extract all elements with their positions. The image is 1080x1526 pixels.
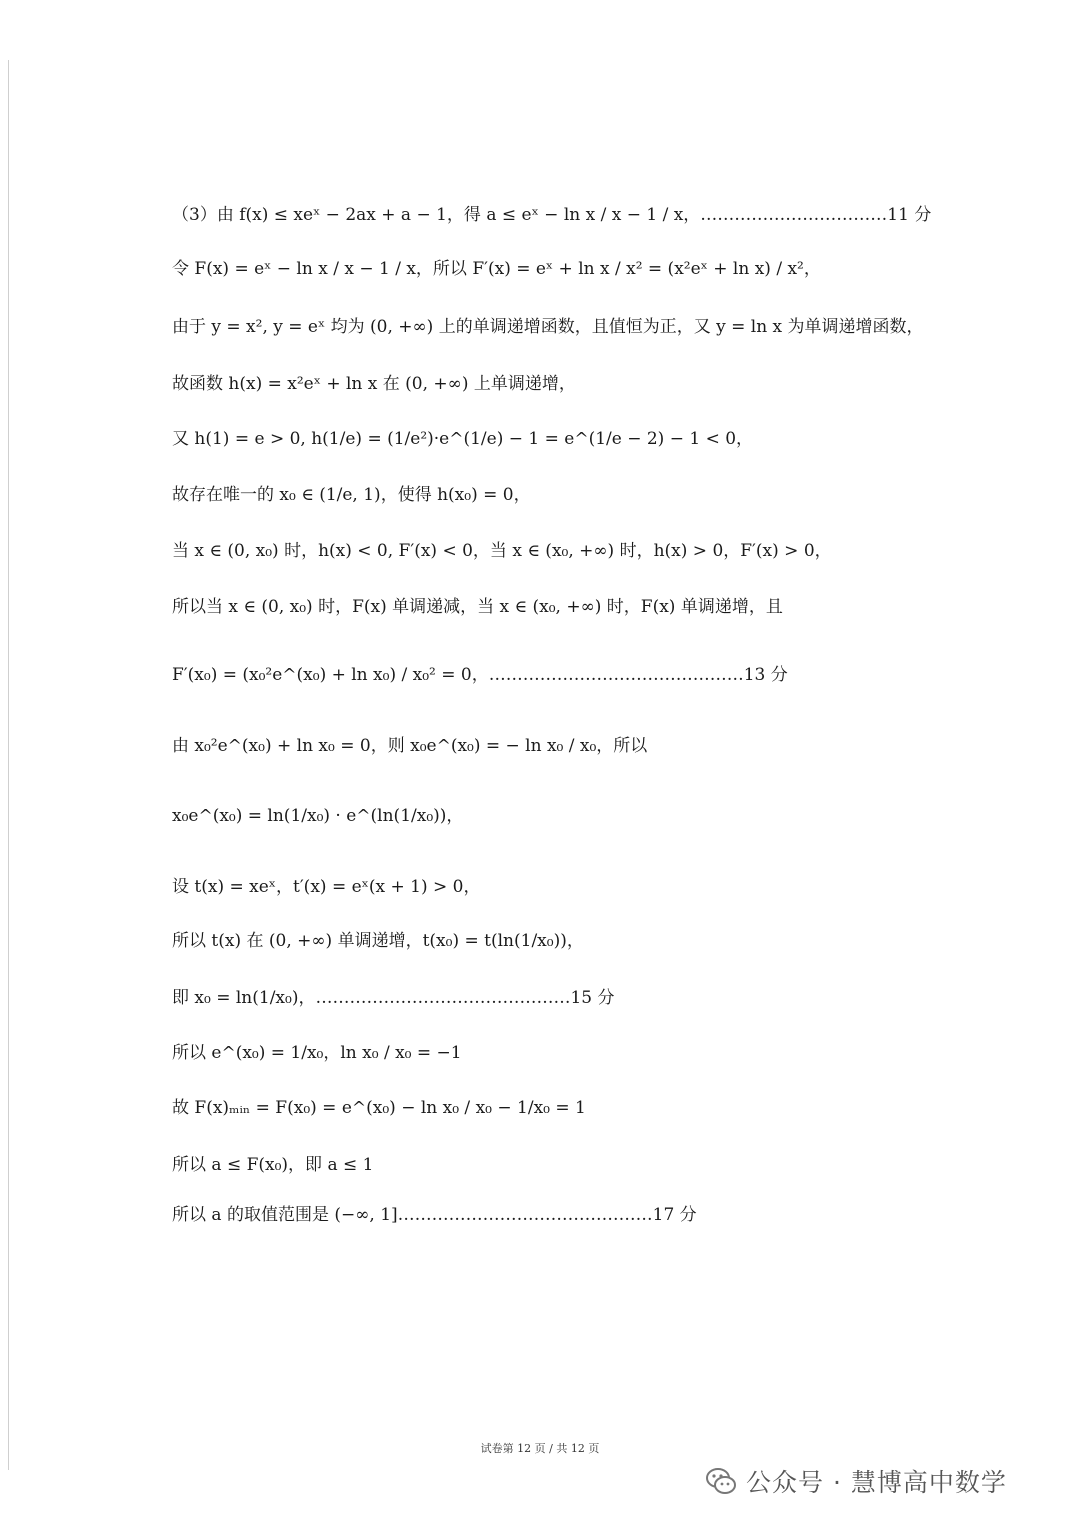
solution-line-14: 即 x₀ = ln(1/x₀)，………………………………………15 分 [172, 988, 615, 1008]
solution-line-2: 令 F(x) = eˣ − ln x / x − 1 / x，所以 F′(x) = eˣ + ln x / x² = (x²eˣ + ln x) / x²， [172, 259, 821, 279]
solution-line-12: 设 t(x) = xeˣ，t′(x) = eˣ(x + 1) > 0， [172, 877, 481, 897]
solution-line-17: 所以 a ≤ F(x₀)，即 a ≤ 1 [172, 1155, 374, 1175]
solution-line-18: 所以 a 的取值范围是 (−∞, 1]………………………………………17 分 [172, 1205, 697, 1225]
solution-line-10: 由 x₀²e^(x₀) + ln x₀ = 0，则 x₀e^(x₀) = − ln x₀ / x₀，所以 [172, 736, 648, 756]
solution-line-6: 故存在唯一的 x₀ ∈ (1/e, 1)，使得 h(x₀) = 0， [172, 485, 531, 505]
page-footer: 试卷第 12 页 / 共 12 页 [480, 1442, 600, 1455]
watermark [704, 1461, 1007, 1501]
solution-line-13: 所以 t(x) 在 (0, +∞) 单调递增，t(x₀) = t(ln(1/x₀))， [172, 931, 584, 951]
solution-line-8: 所以当 x ∈ (0, x₀) 时，F(x) 单调递减，当 x ∈ (x₀, +∞) 时，F(x) 单调递增，且 [172, 597, 783, 617]
solution-line-15: 所以 e^(x₀) = 1/x₀，ln x₀ / x₀ = −1 [172, 1043, 462, 1063]
solution-line-4: 故函数 h(x) = x²eˣ + ln x 在 (0, +∞) 上单调递增， [172, 374, 576, 394]
wechat-icon [704, 1464, 738, 1498]
solution-line-9: F′(x₀) = (x₀²e^(x₀) + ln x₀) / x₀² = 0，………………………………………13 分 [172, 665, 788, 685]
solution-line-3: 由于 y = x², y = eˣ 均为 (0, +∞) 上的单调递增函数，且值恒为正，又 y = ln x 为单调递增函数， [172, 317, 924, 337]
solution-line-1: （3）由 f(x) ≤ xeˣ − 2ax + a − 1，得 a ≤ eˣ − ln x / x − 1 / x，……………………………11 分 [172, 205, 932, 225]
solution-line-7: 当 x ∈ (0, x₀) 时，h(x) < 0, F′(x) < 0，当 x ∈ (x₀, +∞) 时，h(x) > 0，F′(x) > 0， [172, 541, 832, 561]
solution-line-16: 故 F(x)ₘᵢₙ = F(x₀) = e^(x₀) − ln x₀ / x₀ − 1/x₀ = 1 [172, 1098, 586, 1118]
page-margin-rule [8, 60, 9, 1470]
solution-line-11: x₀e^(x₀) = ln(1/x₀) · e^(ln(1/x₀))， [172, 806, 464, 826]
watermark-text: 公众号 · 慧博高中数学 [746, 1468, 1007, 1497]
solution-line-5: 又 h(1) = e > 0, h(1/e) = (1/e²)·e^(1/e) − 1 = e^(1/e − 2) − 1 < 0， [172, 429, 754, 449]
